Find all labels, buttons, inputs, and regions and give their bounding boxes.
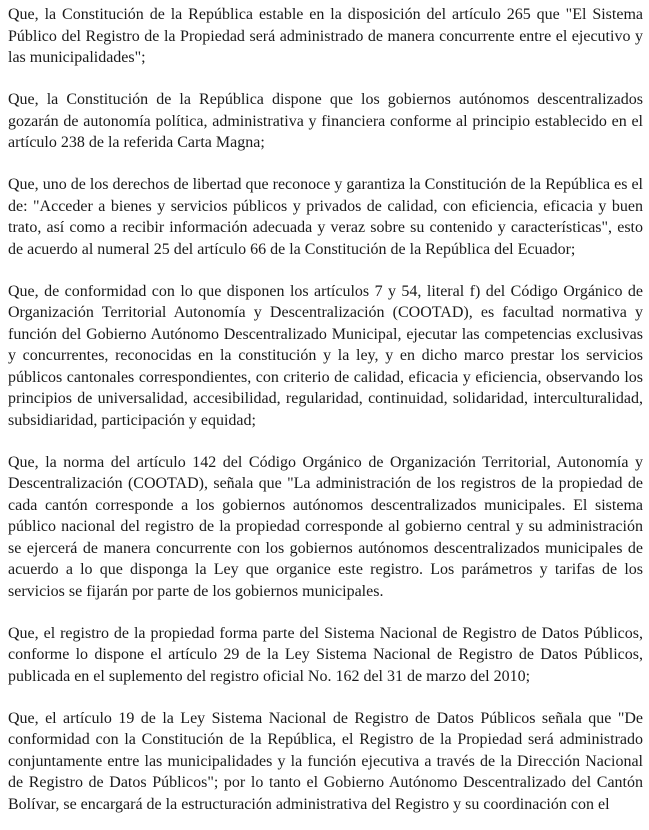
paragraph-constitucion-art-265: Que, la Constitución de la República estable en la disposición del artículo 265 que "El Sistema Público del Registro de la Propiedad será administrado de manera concurrente entre el ejecutivo y las municipalidades"; xyxy=(8,6,643,66)
document-body xyxy=(8,4,643,830)
paragraph-derechos-art-66: Que, uno de los derechos de libertad que reconoce y garantiza la Constitución de la República es el de: "Acceder a bienes y servicios públicos y privados de calidad, con eficiencia, eficacia y buen trato, así como a recibir información adecuada y veraz sobre su contenido y características", esto de acuerdo al numeral 25 del artículo 66 de la Constitución de la República del Ecuador; xyxy=(8,176,643,258)
paragraph-cootad-art-7-54: Que, de conformidad con lo que disponen los artículos 7 y 54, literal f) del Código Orgánico de Organización Territorial Autonomía y Descentralización (COOTAD), es facultad normativa y función del Gobierno Autónomo Descentralizado Municipal, ejecutar las competencias exclusivas y concurrentes, reconocidas en la constitución y la ley, y en dicho marco prestar los servicios públicos cantonales correspondientes, con criterio de calidad, eficacia y eficiencia, observando los principios de universalidad, accesibilidad, regularidad, continuidad, solidaridad, interculturalidad, subsidiaridad, participación y equidad; xyxy=(8,282,643,429)
paragraph-autonomia-art-238: Que, la Constitución de la República dispone que los gobiernos autónomos descentralizados gozarán de autonomía política, administrativa y financiera conforme al principio establecido en el artículo 238 de la referida Carta Magna; xyxy=(8,91,643,151)
paragraph-registro-datos-art-29: Que, el registro de la propiedad forma parte del Sistema Nacional de Registro de Datos Públicos, conforme lo dispone el artículo 29 de la Ley Sistema Nacional de Registro de Datos Públicos, publicada en el suplemento del registro oficial No. 162 del 31 de marzo del 2010; xyxy=(8,624,643,685)
paragraph-cootad-art-142: Que, la norma del artículo 142 del Código Orgánico de Organización Territorial, Autonomía y Descentralización (COOTAD), señala que "La administración de los registros de la propiedad de cada cantón corresponde a los gobiernos autónomos descentralizados municipales. El sistema público nacional del registro de la propiedad corresponde al gobierno central y su administración se ejercerá de manera concurrente con los gobiernos autónomos descentralizados municipales de acuerdo a lo que disponga la Ley que organice este registro. Los parámetros y tarifas de los servicios se fijarán por parte de los gobiernos municipales. xyxy=(8,453,643,600)
paragraph-registro-datos-art-19: Que, el artículo 19 de la Ley Sistema Nacional de Registro de Datos Públicos señala que "De conformidad con la Constitución de la República, el Registro de la Propiedad será administrado conjuntamente entre las municipalidades y la función ejecutiva a través de la Dirección Nacional de Registro de Datos Públicos"; por lo tanto el Gobierno Autónomo Descentralizado del Cantón Bolívar, se encargará de la estructuración administrativa del Registro y su coordinación con el xyxy=(8,709,643,813)
